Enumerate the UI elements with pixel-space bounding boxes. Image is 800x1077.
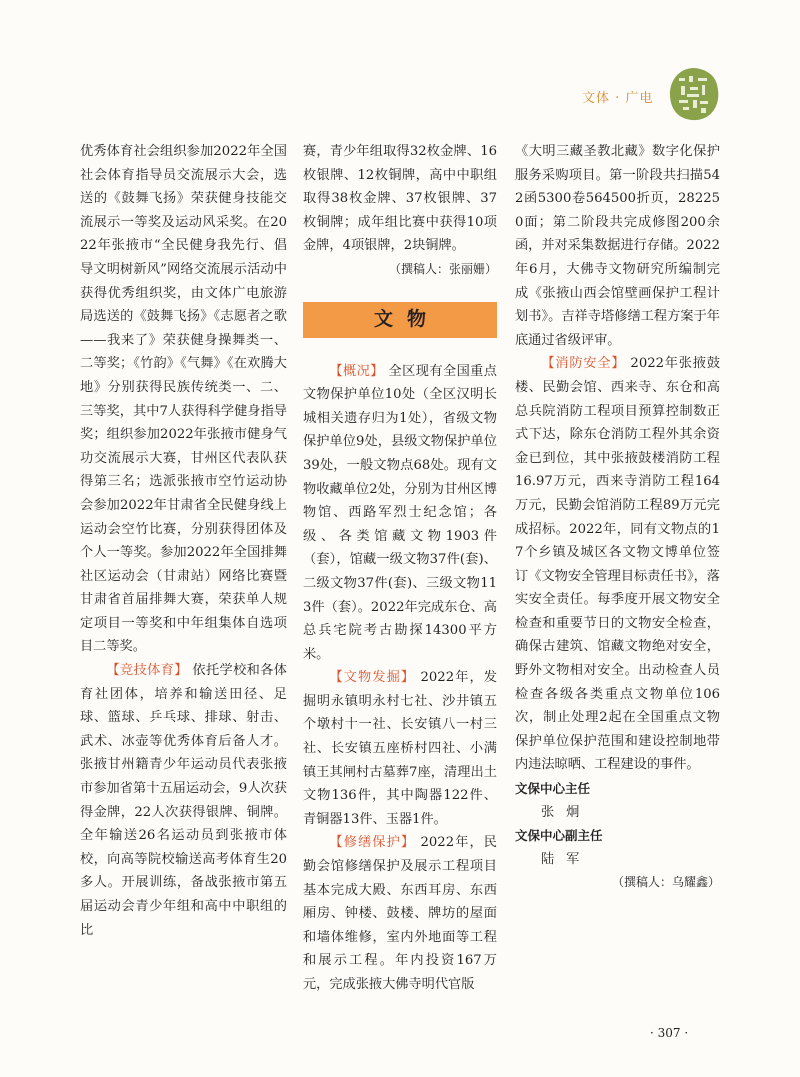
page-number: · 307 · — [650, 1026, 689, 1040]
role-title: 文保中心主任 — [515, 781, 591, 797]
section-banner: 文物 — [303, 302, 497, 338]
person-name: 张炯 — [541, 804, 592, 820]
paragraph-competitive-sports: 【竞技体育】 依托学校和各体育社团体，培养和输送田径、足球、篮球、乒乓球、排球、射击、武术、冰壶等优秀体育后备人才。张掖甘州籍青少年运动员代表张掖市参加省第十五届运动会，9人次获得金牌，22人次获得银牌、铜牌。全年输送26名运动员到张掖市体校，向高等院校输送高考体育生20多人。开展训练，备战张掖市第五届运动会青少年组和高中中职组的比 — [80, 663, 287, 938]
paragraph-overview: 【概况】 全区现有全国重点文物保护单位10处（全区汉明长城相关遗存归为1处），省级文物保护单位9处，县级文物保护单位39处，一般文物点68处。现有文物收藏单位2处，分别为甘州区博物馆、西路军烈士纪念馆；各级、各类馆藏文物1903件（套），馆藏一级文物37件(套)、二级文物37件(套)、三级文物113件（套）。2022年完成东仓、高总兵宅院考古勘探14300平方米。 — [303, 363, 497, 662]
column-1 — [80, 140, 287, 942]
person-name: 陆军 — [541, 851, 592, 867]
author-credit: （撰稿人：张丽姗） — [388, 261, 497, 276]
section-tag: 【竞技体育】 — [106, 663, 188, 679]
paragraph-medals: 赛，青少年组取得32枚金牌、16枚银牌、12枚铜牌，高中中职组取得38枚金牌、37枚银牌、37枚铜牌；成年组比赛中获得10项金牌，4项银牌，2块铜牌。 — [303, 144, 497, 254]
section-tag: 【概况】 — [329, 363, 384, 379]
section-tag: 【消防安全】 — [541, 356, 626, 372]
column-2 — [303, 140, 497, 997]
role-title: 文保中心副主任 — [515, 828, 603, 844]
paragraph-restoration: 【修缮保护】 2022年，民勤会馆修缮保护及展示工程项目基本完成大殿、东西耳房、东西厢房、钟楼、鼓楼、牌坊的屋面和墙体维修，室内外地面等工程和展示工程。年内投资167万元，完成张掖大佛寺明代官版 — [303, 835, 497, 992]
author-credit: （撰稿人：乌耀鑫） — [611, 875, 720, 890]
section-label: 文体 · 广电 — [582, 91, 654, 106]
paragraph-mass-sports-continued: 优秀体育社会组织参加2022年全国社会体育指导员交流展示大会，选送的《鼓舞飞扬》荣获健身技能交流展示一等奖及运动风采奖。在2022年张掖市“全民健身我先行、倡导文明树新风”网络交流展示活动中获得优秀组织奖，由文体广电旅游局选送的《鼓舞飞扬》《志愿者之歌——我来了》荣获健身操舞类一、二等奖；《竹韵》《气舞》《在欢腾大地》分别获得民族传统类一、二、三等奖，其中7人获得科学健身指导奖；组织参加2022年张掖市健身气功交流展示大赛，甘州区代表队获得第三名；选派张掖市空竹运动协会参加2022年甘肃省全民健身线上运动会空竹比赛，分别获得团体及个人一等奖。参加2022年全国排舞社区运动会（甘肃站）网络比赛暨甘肃省首届排舞大赛，荣获单人规定项目一等奖和中年组集体自选项目二等奖。 — [80, 144, 287, 655]
paragraph-restoration-continued: 《大明三藏圣教北藏》数字化保护服务采购项目。第一阶段共扫描542函5300卷564500折页，282250面；第二阶段共完成修图200余函，并对采集数据进行存储。2022年6月，大佛寺文物研究所编制完成《张掖山西会馆壁画保护工程计划书》。吉祥寺塔修缮工程方案于年底通过省级评审。 — [515, 144, 720, 348]
column-3 — [515, 140, 720, 895]
section-tag: 【文物发掘】 — [329, 670, 416, 686]
paragraph-excavation: 【文物发掘】 2022年，发掘明永镇明永村七社、沙井镇五个墩村十一社、长安镇八一村三社、长安镇五座桥村四社、小满镇王其闸村古墓葬7座，清理出土文物136件，其中陶器122件、青铜器13件、玉器1件。 — [303, 670, 497, 827]
paragraph-fire-safety: 【消防安全】 2022年张掖鼓楼、民勤会馆、西来寺、东仓和高总兵院消防工程项目预算控制数正式下达，除东仓消防工程外其余资金已到位，其中张掖鼓楼消防工程16.97万元，西来寺消防工程164万元，民勤会馆消防工程89万元完成招标。2022年，同有文物点的17个乡镇及城区各文物文博单位签订《文物安全管理目标责任书》，落实安全责任。每季度开展文物安全检查和重要节日的文物安全检查，确保古建筑、馆藏文物绝对安全，野外文物相对安全。出动检查人员检查各级各类重点文物单位106次，制止处理2起在全国重点文物保护单位保护范围和建设控制地带内违法晾晒、工程建设的事件。 — [515, 356, 721, 773]
section-tag: 【修缮保护】 — [329, 835, 416, 851]
green-seal-stamp-icon — [667, 66, 721, 122]
